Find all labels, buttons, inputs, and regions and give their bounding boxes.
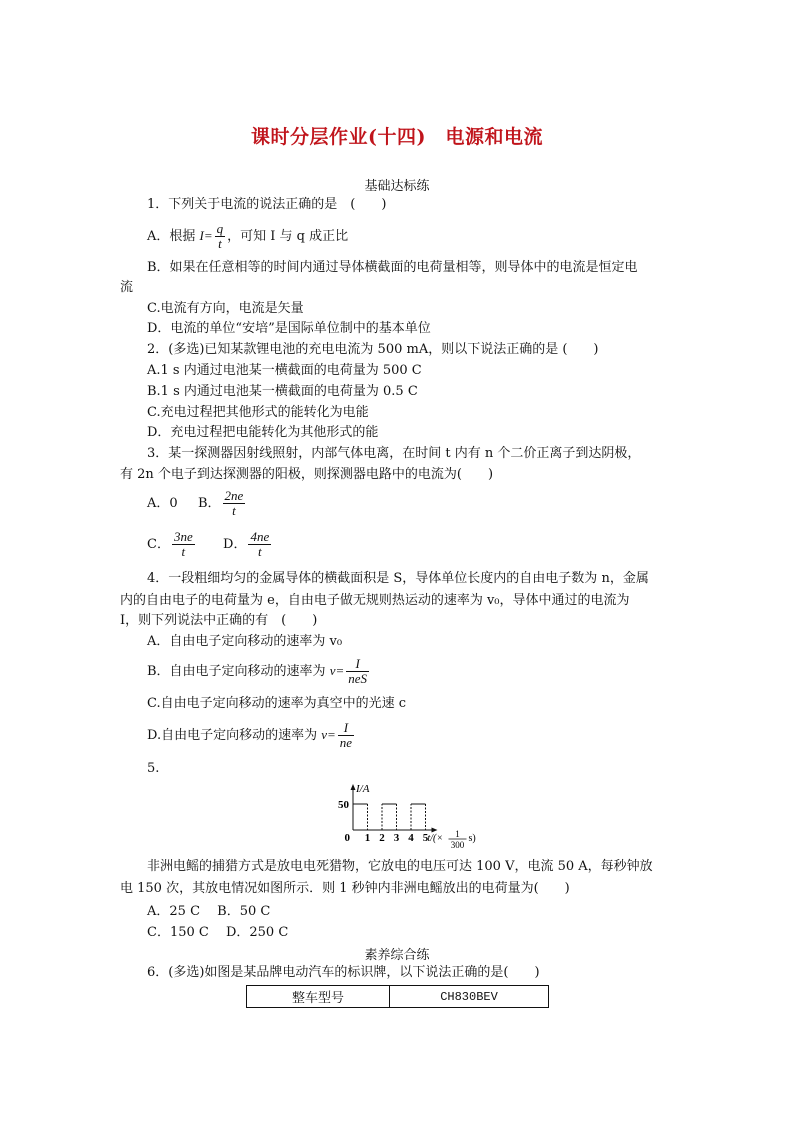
q5-number: 5. (147, 761, 160, 776)
q4-d-prefix: D.自由电子定向移动的速率为 (147, 728, 322, 743)
section-heading-basic: 基础达标练 (364, 179, 430, 194)
q2-option-a: A.1 s 内通过电池某一横截面的电荷量为 500 C (147, 363, 422, 378)
q1-a-formula: I= (199, 228, 213, 243)
fraction-denominator: t (172, 544, 195, 559)
q4-b-formula: v= (329, 663, 345, 678)
q3-option-a: A．0 (147, 496, 178, 511)
q2-option-c: C.充电过程把其他形式的能转化为电能 (147, 405, 369, 420)
q1-option-b-cont: 流 (120, 280, 134, 295)
x-tick-label: 5 (422, 832, 429, 844)
fraction-denominator: t (215, 236, 226, 251)
q5-stem-2: 电 150 次，其放电情况如图所示．则 1 秒钟内非洲电鳐放出的电荷量为( ) (120, 881, 570, 896)
x-axis-label-numerator: 1 (455, 829, 460, 839)
q4-option-b (147, 657, 371, 686)
q4-stem-1: 4．一段粗细均匀的金属导体的横截面积是 S，导体单位长度内的自由电子数为 n，金属 (147, 571, 649, 586)
fraction-denominator: ne (339, 735, 353, 750)
q1-option-c: C.电流有方向，电流是矢量 (147, 301, 304, 316)
q5-options-cd: C．150 C D．250 C (147, 925, 289, 940)
q4-option-a: A．自由电子定向移动的速率为 v₀ (147, 634, 343, 649)
vehicle-label-table (246, 985, 549, 1008)
fraction-numerator: 3ne (173, 529, 193, 544)
q3-options-cd (147, 530, 273, 559)
q3-option-b-fraction (223, 489, 246, 518)
q2-option-d: D．充电过程把电能转化为其他形式的能 (147, 425, 379, 440)
chart-marks (353, 804, 426, 830)
fraction-numerator: I (355, 656, 360, 671)
x-axis-arrow (432, 828, 438, 833)
x-axis-label-suffix: s) (468, 833, 476, 844)
fraction-denominator: neS (348, 671, 368, 686)
q1-a-fraction (215, 222, 226, 251)
q3-option-c-fraction (172, 530, 195, 559)
q3-option-b-label: B． (197, 496, 221, 511)
q4-stem-2: 内的自由电子的电荷量为 e，自由电子做无规则热运动的速率为 v₀，导体中通过的电流为 (120, 593, 630, 608)
q4-stem-3: I，则下列说法中正确的有 ( ) (120, 613, 318, 628)
q3-option-d-fraction (248, 530, 271, 559)
x-tick-label: 4 (408, 832, 414, 844)
q6-stem: 6．(多选)如图是某品牌电动汽车的标识牌，以下说法正确的是( ) (147, 965, 540, 980)
q4-b-prefix: B．自由电子定向移动的速率为 (147, 664, 330, 679)
y-axis-label: I/A (356, 783, 370, 795)
q2-option-b: B.1 s 内通过电池某一横截面的电荷量为 0.5 C (147, 384, 418, 399)
q1-stem: 1．下列关于电流的说法正确的是 ( ) (147, 197, 387, 212)
y-axis-arrow (351, 784, 356, 790)
q3-stem-2: 有 2n 个电子到达探测器的阳极，则探测器电路中的电流为( ) (120, 467, 494, 482)
fraction-denominator: t (223, 503, 246, 518)
x-tick-label: 3 (393, 832, 400, 844)
table-row (247, 986, 549, 1008)
chart-svg (335, 782, 495, 852)
q1-a-suffix: ，可知 I 与 q 成正比 (227, 229, 349, 244)
table-cell-value: CH830BEV (390, 986, 549, 1008)
x-tick-label: 2 (379, 832, 385, 844)
fraction-numerator: 2ne (224, 488, 244, 503)
x-axis-label-denominator: 300 (450, 840, 465, 850)
current-time-chart (335, 782, 495, 856)
q4-d-fraction (338, 721, 354, 750)
q1-option-b: B．如果在任意相等的时间内通过导体横截面的电荷量相等，则导体中的电流是恒定电 (147, 260, 638, 275)
q5-stem-1: 非洲电鳐的捕猎方式是放电电死猎物，它放电的电压可达 100 V，电流 50 A，每秒钟放 (147, 859, 653, 874)
fraction-numerator: 4ne (250, 529, 270, 544)
q4-option-c: C.自由电子定向移动的速率为真空中的光速 c (147, 696, 407, 711)
section-heading-comprehensive: 素养综合练 (364, 948, 430, 963)
q4-b-fraction (346, 657, 369, 686)
q5-options-ab: A．25 C B．50 C (147, 904, 271, 919)
fraction-numerator: q (216, 221, 224, 236)
table-cell-label: 整车型号 (247, 986, 390, 1008)
q2-stem: 2．(多选)已知某款锂电池的充电电流为 500 mA，则以下说法正确的是 ( ) (147, 342, 599, 357)
origin-label: 0 (344, 832, 350, 844)
q3-option-c-label: C． (147, 537, 170, 552)
chart-labels (338, 783, 476, 850)
q4-option-d (147, 721, 356, 750)
q3-option-d-label: D． (223, 537, 247, 552)
fraction-numerator: I (343, 720, 349, 735)
y-tick-label: 50 (338, 799, 349, 811)
q4-d-formula: v= (321, 727, 336, 742)
q3-options-ab (147, 489, 247, 518)
q1-a-prefix: A．根据 (147, 229, 200, 244)
x-axis-label-prefix: t/(× (427, 833, 444, 844)
q1-option-d: D．电流的单位“安培”是国际单位制中的基本单位 (147, 321, 431, 336)
page-title: 课时分层作业(十四) 电源和电流 (251, 126, 543, 148)
x-tick-label: 1 (364, 832, 371, 844)
fraction-denominator: t (248, 544, 271, 559)
q1-option-a (147, 222, 348, 251)
q3-stem-1: 3．某一探测器因射线照射，内部气体电离，在时间 t 内有 n 个二价正离子到达阴极， (147, 446, 641, 461)
